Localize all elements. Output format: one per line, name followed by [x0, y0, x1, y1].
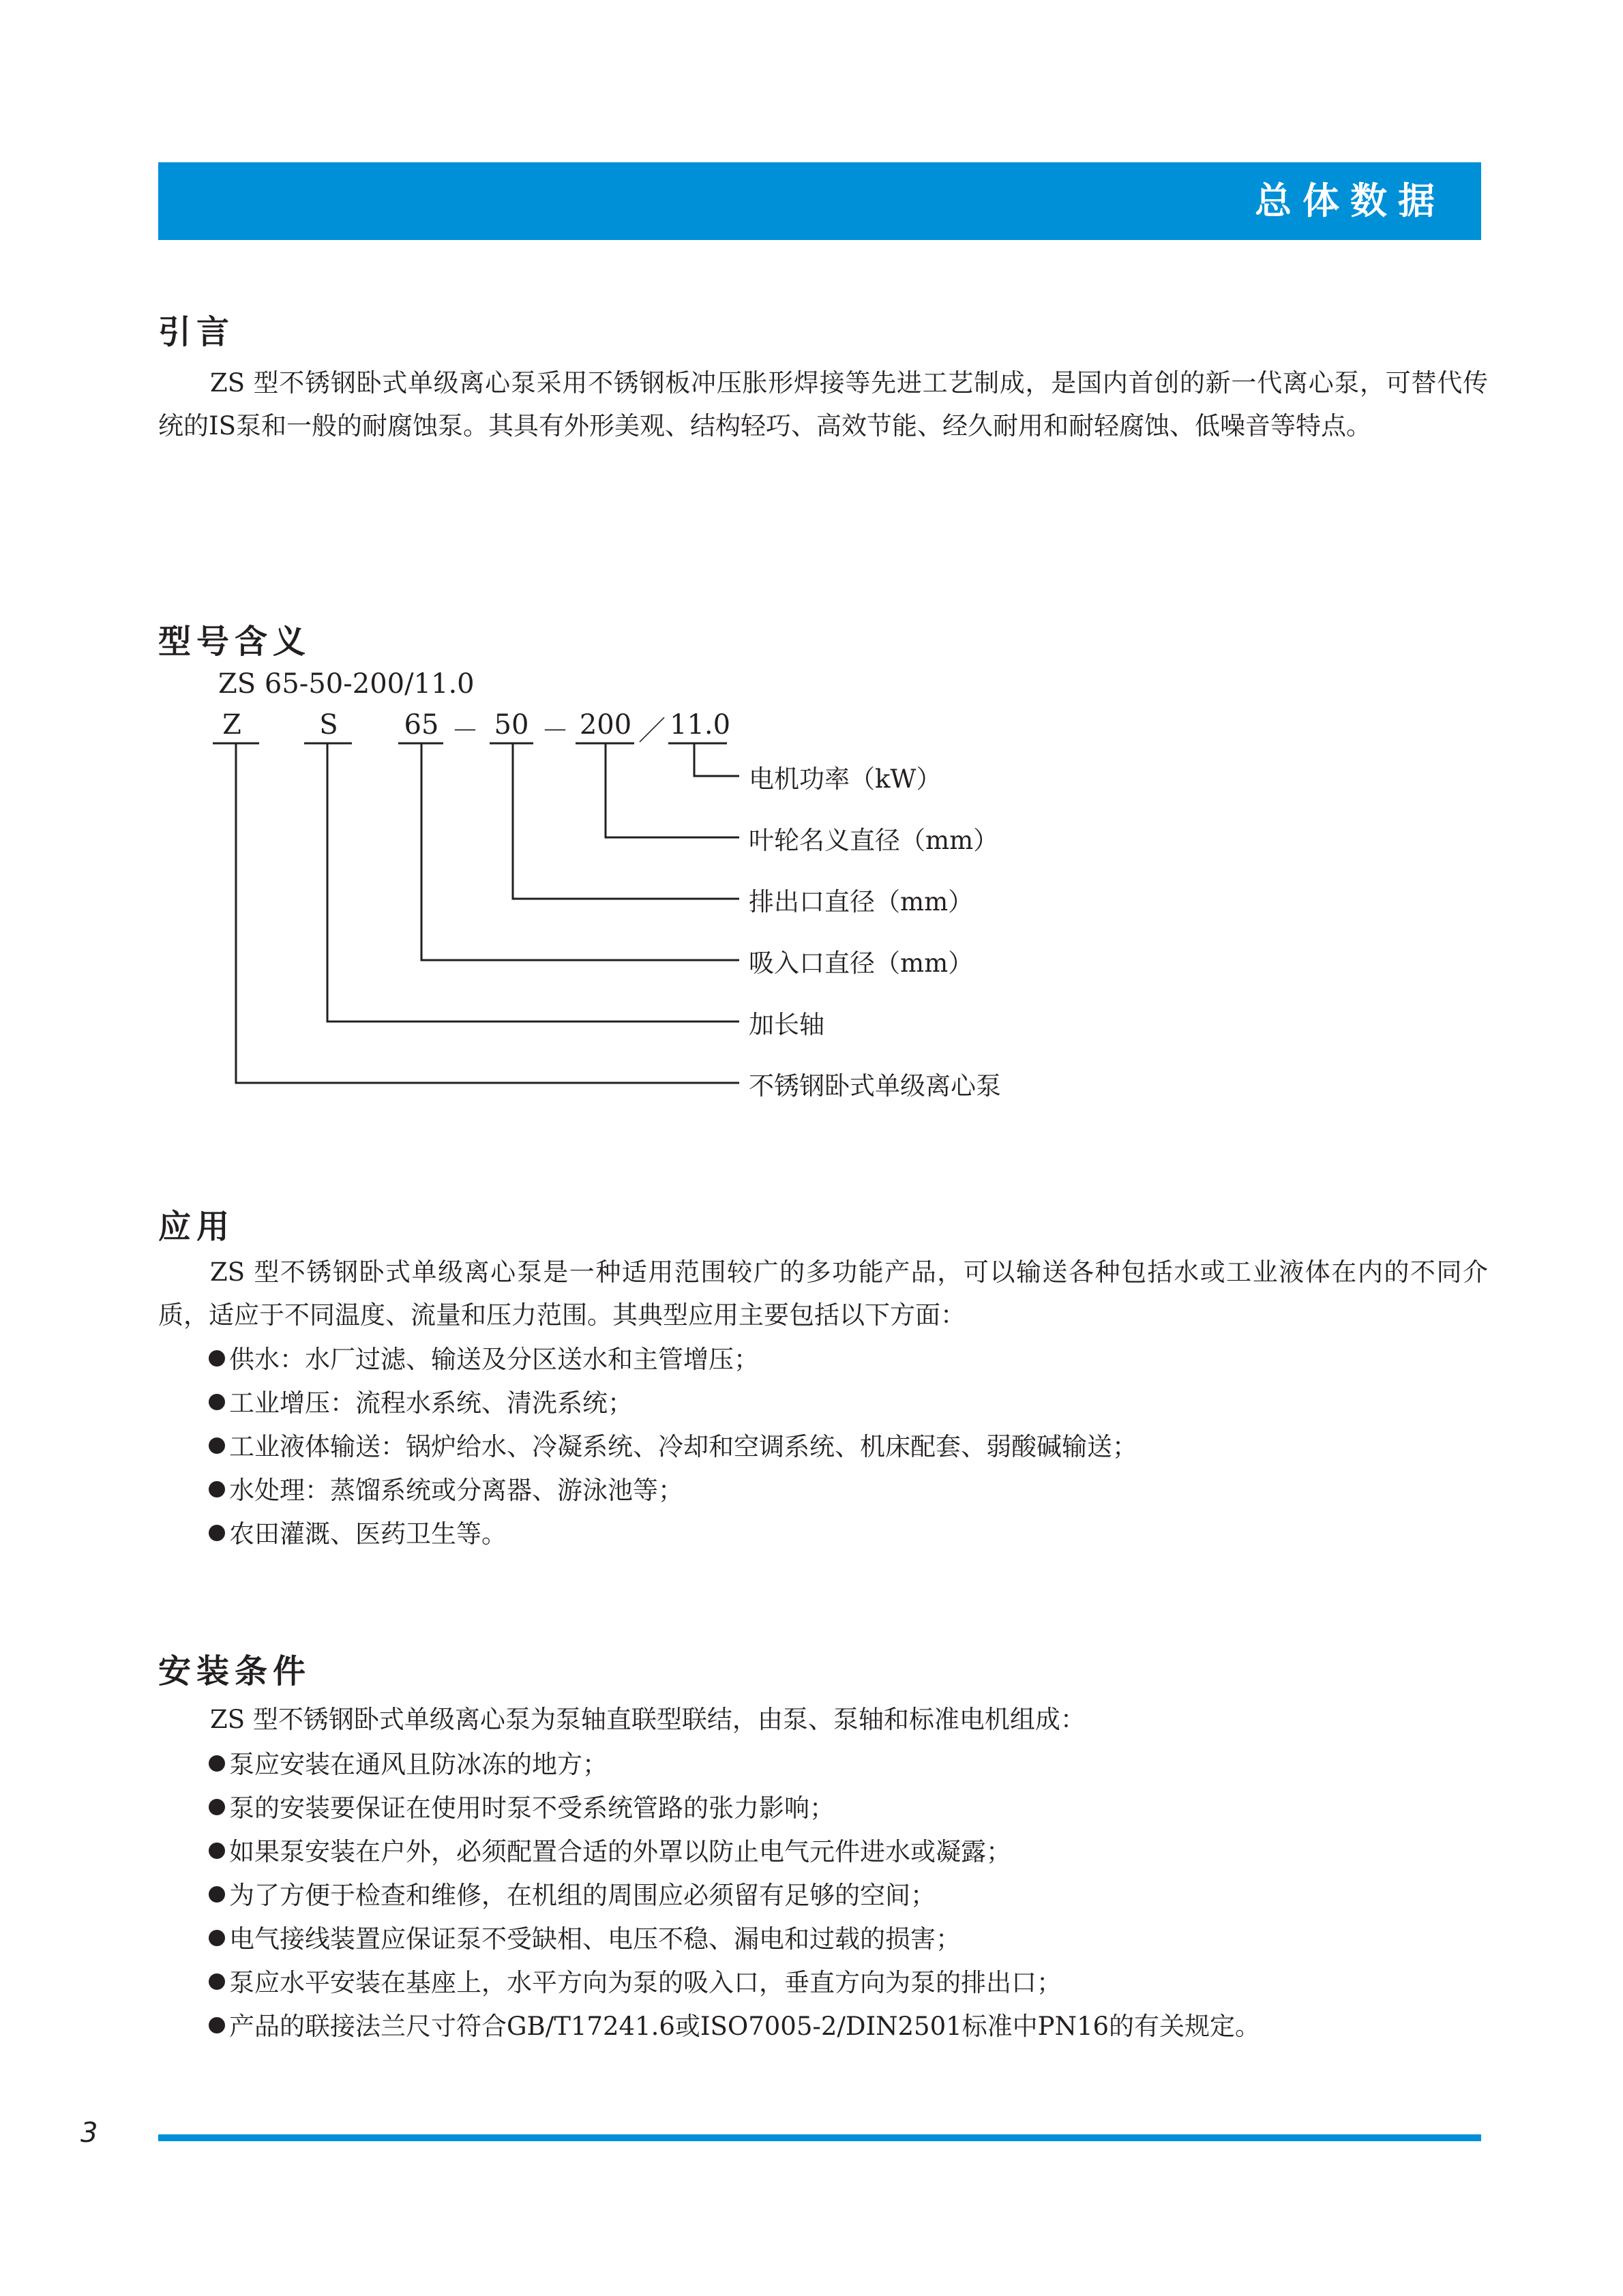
leader-s [327, 743, 739, 1022]
model-seg-s: S [319, 709, 338, 741]
leader-power [694, 743, 739, 776]
leader-outlet [513, 743, 739, 899]
bullet-icon [209, 1525, 225, 1541]
list-item: 泵应安装在通风且防冰冻的地方； [209, 1743, 1260, 1787]
list-item: 电气接线装置应保证泵不受缺相、电压不稳、漏电和过载的损害； [209, 1918, 1260, 1961]
model-seg-dash-2: － [541, 715, 569, 747]
model-seg-outlet: 50 [494, 709, 529, 741]
section-title-intro: 引言 [158, 313, 235, 351]
leader-z [236, 743, 739, 1083]
model-desc-power: 电机功率（kW） [749, 764, 942, 794]
section-title-install: 安装条件 [158, 1652, 312, 1690]
model-desc-shaft: 加长轴 [749, 1010, 824, 1039]
application-paragraph [158, 1251, 1488, 1337]
bullet-icon [209, 1755, 225, 1772]
footer-rule [158, 2134, 1481, 2141]
install-text: ZS 型不锈钢卧式单级离心泵为泵轴直联型联结，由泵、泵轴和标准电机组成： [210, 1705, 1086, 1734]
application-list [209, 1338, 1137, 1556]
page-title: 总体数据 [1255, 179, 1446, 222]
application-text: ZS 型不锈钢卧式单级离心泵是一种适用范围较广的多功能产品，可以输送各种包括水或工业液体在内的不同介质，适应于不同温度、流量和压力范围。其典型应用主要包括以下方面： [158, 1257, 1488, 1330]
list-item: 水处理：蒸馏系统或分离器、游泳池等； [209, 1469, 1137, 1512]
model-example: ZS 65-50-200/11.0 [218, 668, 475, 700]
model-seg-dash-1: － [451, 715, 479, 747]
list-item: 产品的联接法兰尺寸符合GB/T17241.6或ISO7005-2/DIN2501标准中PN16的有关规定。 [209, 2005, 1260, 2048]
list-item: 供水：水厂过滤、输送及分区送水和主管增压； [209, 1338, 1137, 1382]
section-title-model: 型号含义 [158, 623, 312, 661]
bullet-icon [209, 1799, 225, 1815]
model-desc-pump: 不锈钢卧式单级离心泵 [749, 1071, 1001, 1101]
bullet-icon [209, 1973, 225, 1990]
leader-impeller [606, 743, 739, 837]
intro-text: ZS 型不锈钢卧式单级离心泵采用不锈钢板冲压胀形焊接等先进工艺制成，是国内首创的新一代离心泵，可替代传统的IS泵和一般的耐腐蚀泵。其具有外形美观、结构轻巧、高效节能、经久耐用和耐轻腐蚀、低噪音等特点。 [158, 368, 1488, 441]
model-seg-impeller: 200 [579, 709, 632, 741]
bullet-icon [209, 1930, 225, 1946]
model-seg-inlet: 65 [404, 709, 439, 741]
bullet-icon [209, 1843, 225, 1859]
list-item: 泵应水平安装在基座上，水平方向为泵的吸入口，垂直方向为泵的排出口； [209, 1961, 1260, 2005]
section-title-application: 应用 [158, 1208, 235, 1246]
model-seg-z: Z [222, 709, 241, 741]
model-seg-slash: ／ [638, 715, 666, 747]
model-seg-power: 11.0 [670, 709, 731, 741]
list-item: 如果泵安装在户外，必须配置合适的外罩以防止电气元件进水或凝露； [209, 1830, 1260, 1874]
model-desc-outlet: 排出口直径（mm） [749, 887, 974, 916]
list-item: 农田灌溉、医药卫生等。 [209, 1512, 1137, 1556]
list-item: 泵的安装要保证在使用时泵不受系统管路的张力影响； [209, 1787, 1260, 1830]
bullet-icon [209, 1481, 225, 1497]
bullet-icon [209, 1350, 225, 1367]
install-list [209, 1743, 1260, 2048]
list-item: 工业增压：流程水系统、清洗系统； [209, 1382, 1137, 1425]
bullet-icon [209, 1437, 225, 1454]
list-item: 工业液体输送：锅炉给水、冷凝系统、冷却和空调系统、机床配套、弱酸碱输送； [209, 1425, 1137, 1469]
page-number: 3 [80, 2117, 98, 2149]
leader-inlet [421, 743, 739, 960]
install-paragraph [158, 1698, 1488, 1741]
list-item: 为了方便于检查和维修，在机组的周围应必须留有足够的空间； [209, 1874, 1260, 1918]
model-desc-impeller: 叶轮名义直径（mm） [749, 826, 999, 855]
model-desc-inlet: 吸入口直径（mm） [749, 949, 974, 978]
bullet-icon [209, 1886, 225, 1903]
bullet-icon [209, 1394, 225, 1410]
bullet-icon [209, 2017, 225, 2033]
